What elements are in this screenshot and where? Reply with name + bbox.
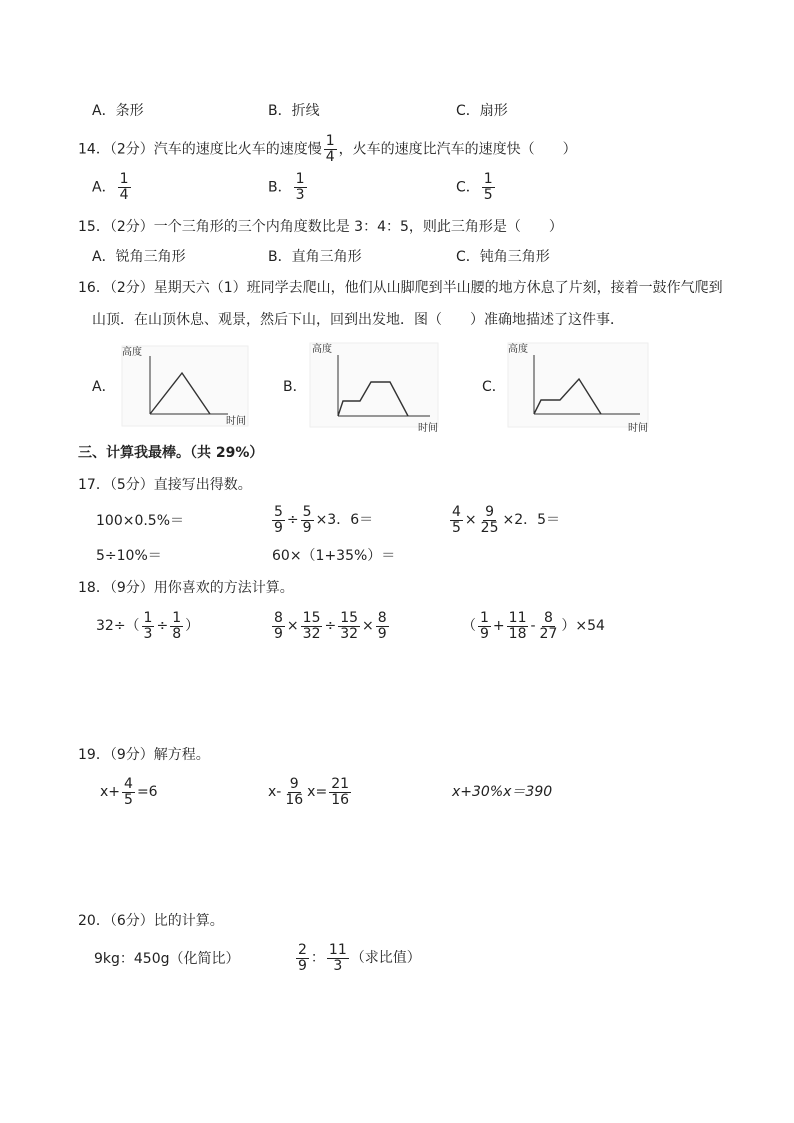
option-b: B．折线 [268,103,320,119]
question-16-line2: 山顶．在山顶休息、观景，然后下山，回到出发地．图（ ）准确地描述了这件事． [92,312,624,328]
option-a: A．锐角三角形 [92,249,186,265]
option-c: C． $\frac{1}{5}$ [456,171,493,203]
option-b: B．直角三角形 [268,249,362,265]
option-b: B． $\frac{1}{3}$ [268,171,305,203]
y-axis-label: 高度 [508,344,528,355]
option-b: B． [283,379,307,395]
section-title: 三、计算我最棒。（共 29%） [78,445,264,461]
option-a: A． [92,379,116,395]
question-16-line1: 16．（2分）星期天六（1）班同学去爬山，他们从山脚爬到半山腰的地方休息了片刻，接着一鼓作气爬到 [78,280,723,296]
expression: $\frac{2}{9}$ ： $\frac{11}{3}$ （求比值） [298,941,421,974]
expression: 9kg：450g（化简比） [94,951,240,967]
x-axis-label: 时间 [418,423,438,434]
question-text: 汽车的速度比火车的速度慢 [153,141,322,158]
y-axis-label: 高度 [312,344,332,355]
question-19: 19．（9分）解方程。 [78,747,210,763]
question-20: 20．（6分）比的计算。 [78,913,224,929]
equation: x- $\frac{9}{16}$ x= $\frac{21}{16}$ [268,775,350,808]
question-14 [78,134,577,165]
question-18: 18．（9分）用你喜欢的方法计算。 [78,580,294,596]
option-a: A．条形 [92,103,144,119]
expression: 5÷10%＝ [96,548,162,564]
x-axis-label: 时间 [226,416,246,427]
expression: $\frac{5}{9}$ ÷ $\frac{5}{9}$ ×3．6＝ [274,503,374,536]
graph-a [118,342,258,432]
option-c: C．钝角三角形 [456,249,550,265]
question-text: ，火车的速度比汽车的速度快（ ） [338,141,577,158]
graph-b [306,339,446,435]
option-c: C． [482,379,506,395]
question-score: （2分） [109,141,154,158]
equation: x+ $\frac{4}{5}$ =6 [100,775,158,808]
x-axis-label: 时间 [628,423,648,434]
question-17: 17．（5分）直接写出得数。 [78,477,252,493]
option-a: A． $\frac{1}{4}$ [92,171,129,203]
question-number: 14． [78,141,110,158]
expression: 100×0.5%＝ [96,513,185,529]
equation: x+30%x＝390 [452,784,553,800]
expression: 60×（1+35%）＝ [272,548,396,564]
graph-c [504,339,654,435]
y-axis-label: 高度 [122,347,142,358]
expression: （ $\frac{1}{9}$ + $\frac{11}{18}$ - $\frac{8}{27}$ ）×54 [462,609,605,642]
question-15: 15．（2分）一个三角形的三个内角度数比是 3：4：5，则此三角形是（ ） [78,219,563,235]
fraction: $\frac{1}{4}$ [325,133,335,165]
expression: 32÷（ $\frac{1}{3}$ ÷ $\frac{1}{8}$ ） [96,609,200,642]
graph-background [310,343,438,427]
expression: $\frac{8}{9}$ × $\frac{15}{32}$ ÷ $\frac{15}{32}$ × $\frac{8}{9}$ [274,609,387,642]
option-c: C．扇形 [456,103,508,119]
expression: $\frac{4}{5}$ × $\frac{9}{25}$ ×2．5＝ [452,503,561,536]
